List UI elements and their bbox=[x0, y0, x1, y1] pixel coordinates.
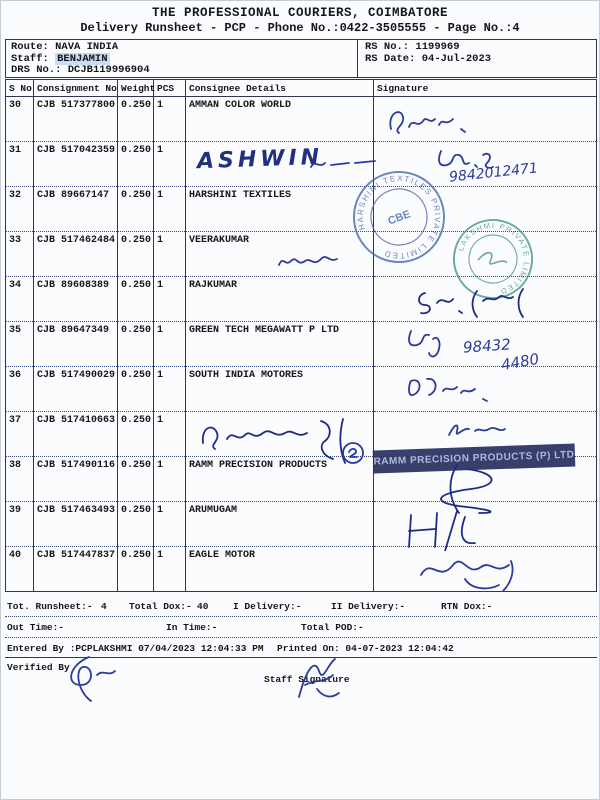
staff-label: Staff: bbox=[11, 52, 49, 65]
cell-sno: 39 bbox=[6, 502, 34, 547]
table-row bbox=[6, 547, 597, 592]
cell-weight: 0.250 bbox=[118, 277, 154, 322]
cell-pcs: 1 bbox=[154, 502, 186, 547]
cell-signature bbox=[374, 457, 597, 502]
cell-consignment: CJB 517377800 bbox=[34, 97, 118, 142]
table-row bbox=[6, 187, 597, 232]
cell-sno: 33 bbox=[6, 232, 34, 277]
header-consignee: Consignee Details bbox=[186, 80, 374, 97]
rs-date-line bbox=[365, 54, 589, 66]
harshini-stamp-center-text: CBE bbox=[386, 208, 413, 228]
cell-pcs: 1 bbox=[154, 457, 186, 502]
cell-consignment: CJB 89667147 bbox=[34, 187, 118, 232]
cell-consignee: RAMM PRECISION PRODUCTS bbox=[186, 457, 374, 502]
cell-sno: 32 bbox=[6, 187, 34, 232]
cell-weight: 0.250 bbox=[118, 412, 154, 457]
route-line bbox=[11, 42, 352, 54]
cell-signature bbox=[374, 232, 597, 277]
table-row bbox=[6, 322, 597, 367]
cell-sno: 34 bbox=[6, 277, 34, 322]
cell-consignment: CJB 517463493 bbox=[34, 502, 118, 547]
entered-by-text: Entered By :PCPLAKSHMI 07/04/2023 12:04:33 PM bbox=[7, 643, 264, 654]
cell-consignment: CJB 517410663 bbox=[34, 412, 118, 457]
cell-weight: 0.250 bbox=[118, 187, 154, 232]
runsheet-table bbox=[5, 79, 597, 592]
cell-consignee: ARUMUGAM bbox=[186, 502, 374, 547]
tot-runsheet-label: Tot. Runsheet:- bbox=[7, 601, 93, 612]
cell-pcs: 1 bbox=[154, 97, 186, 142]
tot-runsheet-value: 4 bbox=[101, 601, 107, 612]
cell-weight: 0.250 bbox=[118, 457, 154, 502]
header-weight: Weight bbox=[118, 80, 154, 97]
footer-divider-dotted-1 bbox=[5, 616, 597, 617]
cell-consignment: CJB 89647349 bbox=[34, 322, 118, 367]
cell-signature bbox=[374, 142, 597, 187]
rs-date-label: RS Date: bbox=[365, 52, 416, 65]
cell-sno: 35 bbox=[6, 322, 34, 367]
total-pod-label: Total POD:- bbox=[301, 622, 364, 633]
cell-weight: 0.250 bbox=[118, 367, 154, 412]
page-subtitle: Delivery Runsheet - PCP - Phone No.:0422-3505555 - Page No.:4 bbox=[80, 21, 520, 35]
footer-divider-solid bbox=[5, 657, 597, 658]
table-row bbox=[6, 232, 597, 277]
rs-no-label: RS No.: bbox=[365, 41, 410, 53]
table-row bbox=[6, 142, 597, 187]
cell-sno: 38 bbox=[6, 457, 34, 502]
rs-no-value: 1199969 bbox=[415, 41, 460, 53]
cell-consignment: CJB 517462484 bbox=[34, 232, 118, 277]
table-row bbox=[6, 367, 597, 412]
header-sno: S No bbox=[6, 80, 34, 97]
cell-consignment: CJB 517447837 bbox=[34, 547, 118, 592]
handwritten-number-2-row-35: 4480 bbox=[499, 349, 541, 375]
cell-sno: 36 bbox=[6, 367, 34, 412]
verified-by-label: Verified By bbox=[7, 662, 70, 673]
runsheet-info-box bbox=[5, 39, 597, 78]
verified-by-signature-ink bbox=[53, 651, 125, 707]
i-delivery-label: I Delivery:- bbox=[233, 601, 302, 612]
cell-weight: 0.250 bbox=[118, 142, 154, 187]
cell-signature bbox=[374, 187, 597, 232]
ramm-precision-rect-stamp: RAMM PRECISION PRODUCTS (P) LTD bbox=[373, 443, 576, 473]
cell-pcs: 1 bbox=[154, 367, 186, 412]
handwritten-consignee-row-31: ASHWIN bbox=[196, 144, 324, 175]
info-right-column bbox=[358, 40, 596, 77]
staff-signature-label: Staff Signature bbox=[264, 674, 350, 685]
header-pcs: PCS bbox=[154, 80, 186, 97]
info-left-column bbox=[6, 40, 358, 77]
header-consignment: Consignment No bbox=[34, 80, 118, 97]
cell-consignee: GREEN TECH MEGAWATT P LTD bbox=[186, 322, 374, 367]
cell-weight: 0.250 bbox=[118, 322, 154, 367]
total-dox-label: Total Dox:- bbox=[129, 601, 192, 612]
handwritten-phone-row-31: 9842012471 bbox=[448, 160, 539, 186]
cell-signature bbox=[374, 367, 597, 412]
cell-sno: 37 bbox=[6, 412, 34, 457]
cell-consignee: AMMAN COLOR WORLD bbox=[186, 97, 374, 142]
drs-line bbox=[11, 65, 352, 77]
cell-weight: 0.250 bbox=[118, 97, 154, 142]
drs-label: DRS No.: bbox=[11, 64, 62, 76]
cell-consignment: CJB 517490116 bbox=[34, 457, 118, 502]
cell-signature bbox=[374, 502, 597, 547]
cell-consignee bbox=[186, 412, 374, 457]
total-dox-value: 40 bbox=[197, 601, 209, 612]
cell-weight: 0.250 bbox=[118, 502, 154, 547]
footer-divider-dotted-2 bbox=[5, 637, 597, 638]
table-row bbox=[6, 457, 597, 502]
cell-signature bbox=[374, 322, 597, 367]
cell-sno: 31 bbox=[6, 142, 34, 187]
rtn-dox-label: RTN Dox:- bbox=[441, 601, 493, 612]
cell-consignee bbox=[186, 142, 374, 187]
handwritten-number-1-row-35: 98432 bbox=[462, 335, 512, 357]
cell-pcs: 1 bbox=[154, 547, 186, 592]
cell-consignment: CJB 517042359 bbox=[34, 142, 118, 187]
table-row bbox=[6, 97, 597, 142]
staff-signature-ink bbox=[287, 653, 347, 705]
cell-pcs: 1 bbox=[154, 412, 186, 457]
header-signature: Signature bbox=[374, 80, 597, 97]
cell-pcs: 1 bbox=[154, 232, 186, 277]
cell-sno: 40 bbox=[6, 547, 34, 592]
cell-consignee: EAGLE MOTOR bbox=[186, 547, 374, 592]
cell-pcs: 1 bbox=[154, 277, 186, 322]
in-time-label: In Time:- bbox=[166, 622, 218, 633]
cell-consignment: CJB 89608389 bbox=[34, 277, 118, 322]
table-row bbox=[6, 277, 597, 322]
cell-consignee: RAJKUMAR bbox=[186, 277, 374, 322]
cell-weight: 0.250 bbox=[118, 547, 154, 592]
table-row bbox=[6, 502, 597, 547]
ii-delivery-label: II Delivery:- bbox=[331, 601, 406, 612]
table-row bbox=[6, 412, 597, 457]
cell-signature bbox=[374, 412, 597, 457]
table-header-row bbox=[6, 80, 597, 97]
cell-pcs: 1 bbox=[154, 187, 186, 232]
cell-pcs: 1 bbox=[154, 142, 186, 187]
route-value: NAVA INDIA bbox=[55, 41, 119, 53]
lakshmi-stamp-ring-text: LAKSHMI PRIVATE LIMITED bbox=[456, 220, 532, 297]
out-time-label: Out Time:- bbox=[7, 622, 65, 633]
cell-signature bbox=[374, 547, 597, 592]
route-label: Route: bbox=[11, 41, 49, 53]
page-title: THE PROFESSIONAL COURIERS, COIMBATORE bbox=[151, 6, 449, 20]
harshini-stamp-ring-text: HARSHINI TEXTILES PRIVATE LIMITED bbox=[355, 173, 443, 261]
staff-value: BENJAMIN bbox=[57, 52, 108, 65]
cell-signature bbox=[374, 277, 597, 322]
cell-consignee: SOUTH INDIA MOTORES bbox=[186, 367, 374, 412]
printed-on-text: Printed On: 04-07-2023 12:04:42 bbox=[277, 643, 454, 654]
cell-consignee: VEERAKUMAR bbox=[186, 232, 374, 277]
drs-value: DCJB119996904 bbox=[67, 64, 150, 76]
cell-consignment: CJB 517490029 bbox=[34, 367, 118, 412]
cell-signature bbox=[374, 97, 597, 142]
rs-date-value: 04-Jul-2023 bbox=[421, 52, 492, 65]
cell-sno: 30 bbox=[6, 97, 34, 142]
cell-consignee: HARSHINI TEXTILES bbox=[186, 187, 374, 232]
cell-weight: 0.250 bbox=[118, 232, 154, 277]
cell-pcs: 1 bbox=[154, 322, 186, 367]
